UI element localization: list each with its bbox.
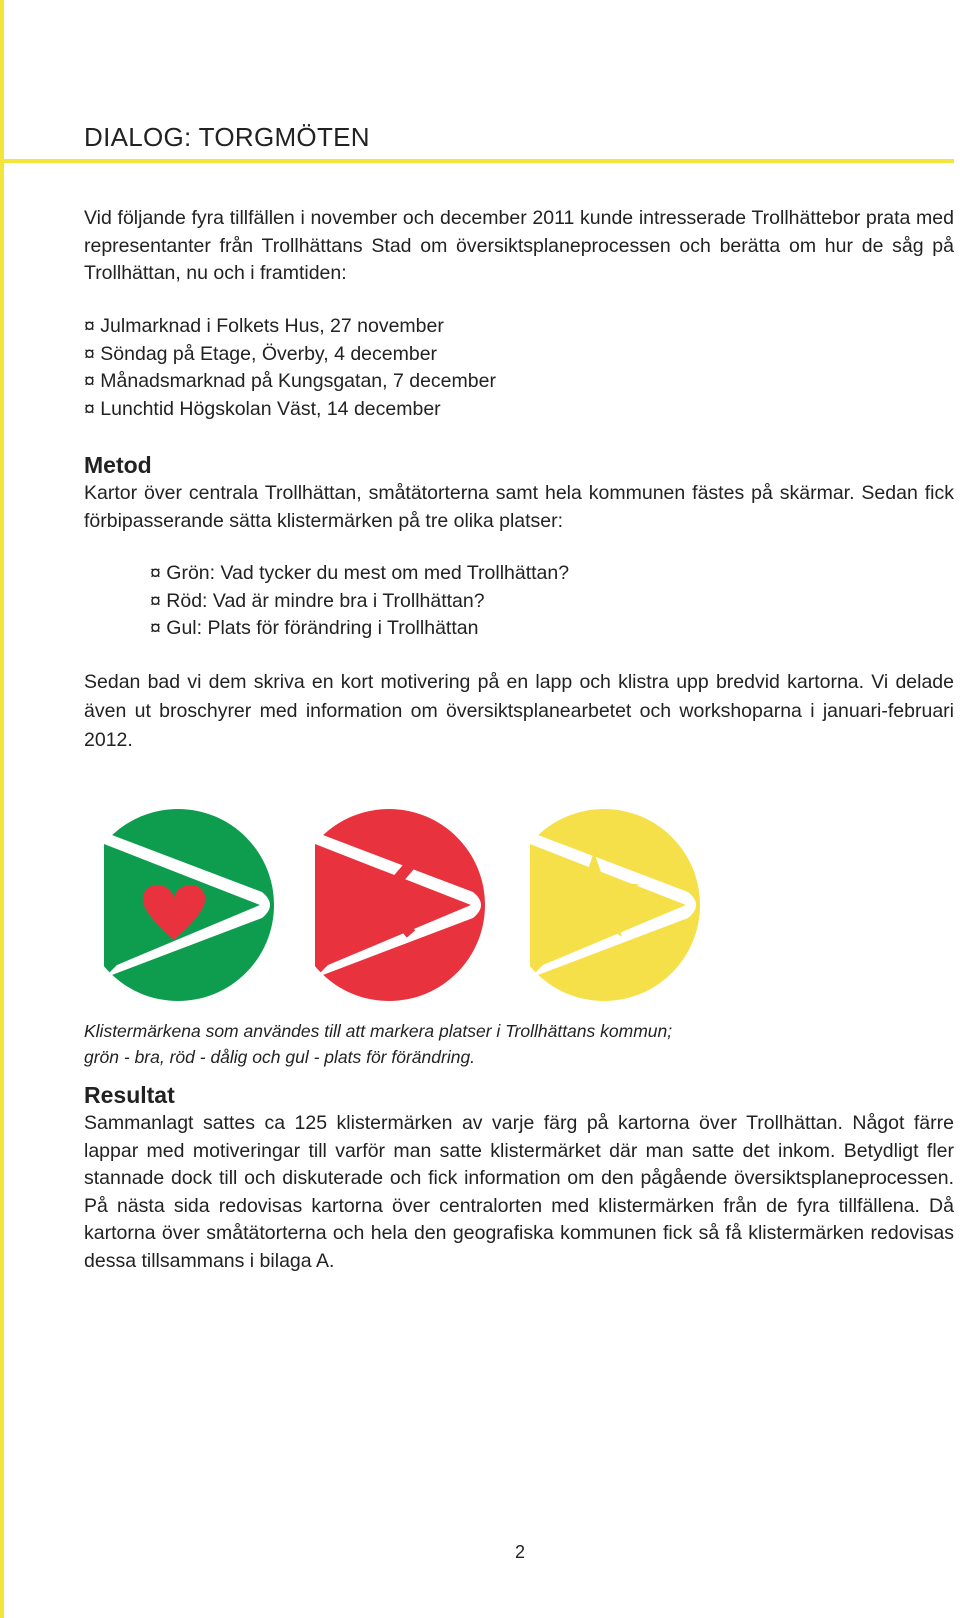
metod-paragraph: Kartor över centrala Trollhättan, småtätorterna samt hela kommunen fästes på skärmar. Sedan fick förbipasserande sätta klistermärken på tre olika platser: [84,482,954,532]
list-item: ¤ Månadsmarknad på Kungsgatan, 7 december [84,370,496,392]
intro-paragraph: Vid följande fyra tillfällen i november och december 2011 kunde intresserade Trollhättebor prata med representanter från Trollhättans Stad om översiktsplaneprocessen och berätta om hur de såg på Trollhättan, nu och i framtiden: [84,207,954,284]
sticker-list [150,560,569,643]
page-number: 2 [514,1542,525,1562]
list-item: ¤ Söndag på Etage, Överby, 4 december [84,342,438,365]
resultat-paragraph: Sammanlagt sattes ca 125 klistermärken av varje färg på kartorna över Trollhättan. Något färre lappar med motiveringar till varför man satte klistermärket där man satte det inkom. Betydligt fler stannade dock till och diskuterade och fick information om den pågående översiktsplaneprocessen. På nästa sida redovisas kartorna över centralorten med klistermärken från de fyra tillfällena. Då kartorna över småtätorterna och hela den geografiska kommunen fick så få klistermärken redovisas dessa tillsammans i bilaga A. [84,1112,954,1272]
list-item: ¤ Julmarknad i Folkets Hus, 27 november [84,315,444,337]
list-item: ¤ Gul: Plats för förändring i Trollhättan [150,617,479,639]
yellow-sticker [508,800,708,1010]
left-accent-bar [0,0,4,1618]
list-item: ¤ Grön: Vad tycker du mest om med Trollhättan? [150,562,570,584]
title-underline [0,159,954,163]
event-list [84,313,496,423]
green-sticker [82,800,282,1010]
list-item: ¤ Röd: Vad är mindre bra i Trollhättan? [150,589,485,612]
list-item: ¤ Lunchtid Högskolan Väst, 14 december [84,397,441,420]
metod-heading: Metod [84,452,152,478]
red-sticker [293,800,493,1010]
resultat-heading: Resultat [84,1082,175,1108]
metod-paragraph-2: Sedan bad vi dem skriva en kort motivering på en lapp och klistra upp bredvid kartorna. Vi delade även ut broschyrer med information om översiktsplanearbetet och workshoparna i januari-februari 2012. [84,671,954,751]
page-title: DIALOG: TORGMÖTEN [84,122,370,152]
figure-caption: Klistermärkena som användes till att markera platser i Trollhättans kommun; grön - bra, röd - dålig och gul - plats för förändring. [84,1021,673,1067]
